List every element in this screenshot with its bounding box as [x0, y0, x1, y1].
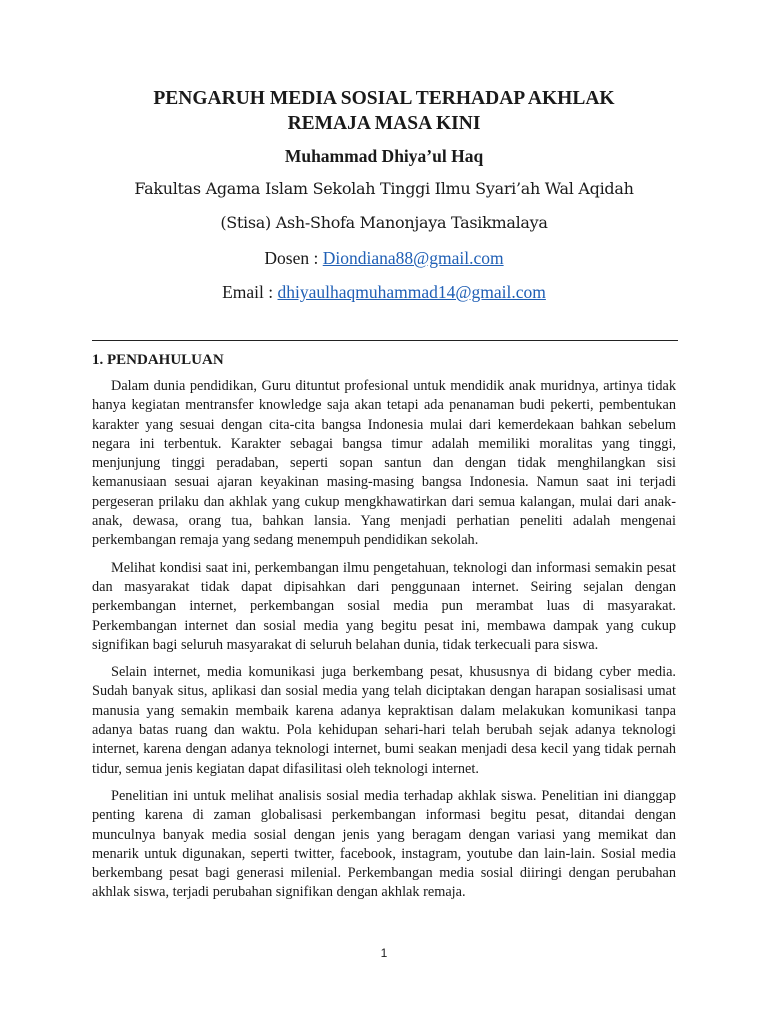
title-line-2: REMAJA MASA KINI: [287, 113, 481, 134]
paragraph-1: Dalam dunia pendidikan, Guru dituntut profesional untuk mendidik anak muridnya, artinya tidak hanya kegiatan mentransfer knowledge saja akan tetapi ada penanaman budi pekerti, pembentukan karakter yang sesuai dengan cita-cita bangsa Indonesia mulai dari kemerdekaan bahkan sebelum negara ini terbentuk. Karakter sebagai bangsa timur adalah memiliki moralitas yang tinggi, menjunjung tinggi peradaban, seperti sopan santun dan dengan tidak menghilangkan sisi kemanusiaan sesuai ajaran keyakinan masing-masing bangsa Indonesia. Namun saat ini terjadi pergeseran prilaku dan akhlak yang cukup mengkhawatirkan dari semua kalangan, mulai dari anak-anak, dewasa, orang tua, bahkan lansia. Yang menjadi perhatian peneliti adalah mengenai perkembangan remaja yang sedang menempuh pendidikan sekolah.: [92, 378, 676, 549]
affiliation-line-2: (Stisa) Ash-Shofa Manonjaya Tasikmalaya: [220, 213, 548, 232]
author-email-link[interactable]: dhiyaulhaqmuhammad14@gmail.com: [277, 282, 546, 302]
affiliation-line-1: Fakultas Agama Islam Sekolah Tinggi Ilmu Syari’ah Wal Aqidah: [134, 179, 634, 198]
email-label: Email :: [222, 282, 278, 302]
page-number: 1: [380, 946, 388, 960]
dosen-email-link[interactable]: Diondiana88@gmail.com: [322, 248, 504, 268]
section-heading: 1. PENDAHULUAN: [92, 352, 224, 368]
header-divider: [92, 340, 678, 341]
paper-title: [92, 86, 676, 136]
title-line-1: PENGARUH MEDIA SOSIAL TERHADAP AKHLAK: [153, 88, 615, 109]
dosen-label: Dosen :: [264, 248, 323, 268]
paragraph-2: Melihat kondisi saat ini, perkembangan ilmu pengetahuan, teknologi dan informasi semakin pesat dan masyarakat tidak dapat dipisahkan dari penggunaan internet. Seiring sejalan dengan perkembangan internet, perkembangan sosial media pun merambat luas di masyarakat. Perkembangan internet dan sosial media yang begitu pesat ini, membawa dampak yang cukup signifikan bagi seluruh masyarakat di seluruh belahan dunia, tidak terkecuali para siswa.: [92, 559, 676, 653]
author-email-contact: [92, 281, 676, 303]
dosen-contact: [92, 247, 676, 269]
paragraph-4: Penelitian ini untuk melihat analisis sosial media terhadap akhlak siswa. Penelitian ini dianggap penting karena di zaman globalisasi perkembangan informasi begitu pesat, ditandai dengan munculnya banyak media sosial dengan jenis yang beragam dengan variasi yang memikat dan menarik untuk digunakan, seperti twitter, facebook, instagram, youtube dan lain-lain. Sosial media berkembang pesat bagi generasi milenial. Perkembangan media sosial diiringi dengan perubahan akhlak siswa, terjadi perubahan signifikan dengan akhlak remaja.: [92, 787, 676, 901]
section-body: [92, 377, 676, 911]
author-name: Muhammad Dhiya’ul Haq: [284, 146, 484, 166]
paragraph-3: Selain internet, media komunikasi juga berkembang pesat, khususnya di bidang cyber media. Sudah banyak situs, aplikasi dan sosial media yang telah diciptakan dengan harapan sosialisasi umat manusia yang semakin membaik karena adanya kepraktisan dalam melakukan komunikasi tanpa adanya batas ruang dan waktu. Pola kehidupan sehari-hari telah berubah sejak adanya teknologi internet, karena dengan adanya teknologi internet, bumi seakan menjadi desa kecil yang tidak pernah tidur, semua jenis kegiatan dapat difasilitasi oleh teknologi internet.: [92, 664, 676, 777]
